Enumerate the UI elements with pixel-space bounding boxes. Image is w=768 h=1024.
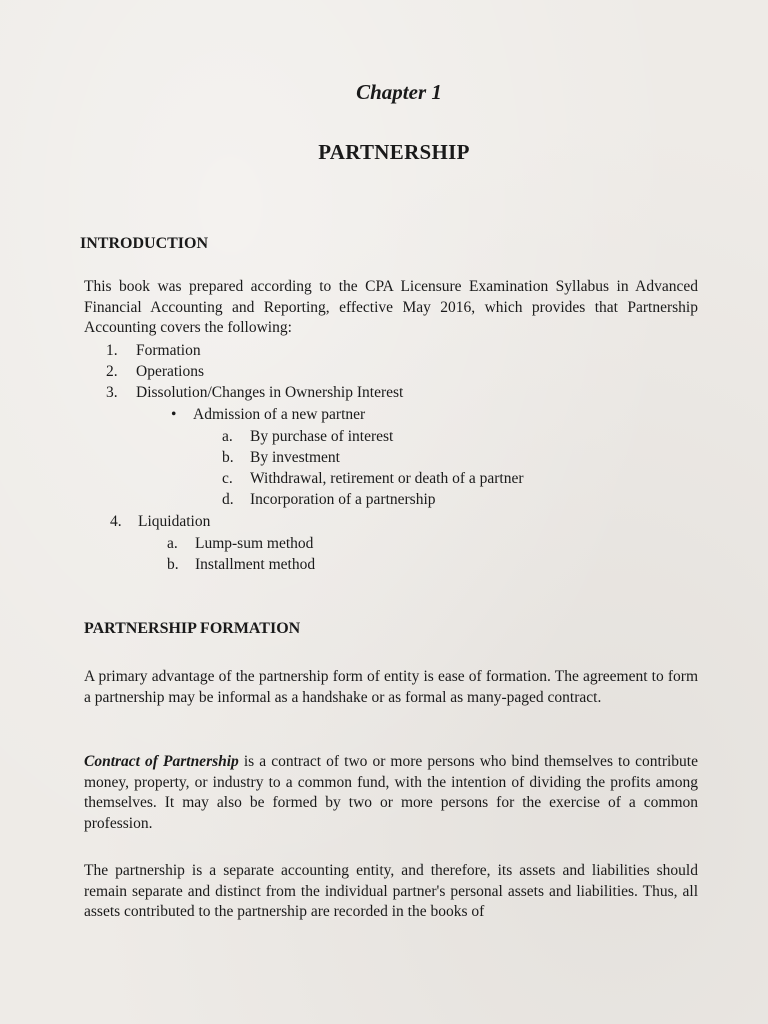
list-item: • Admission of a new partner	[171, 406, 366, 423]
list-item: 3. Dissolution/Changes in Ownership Interest	[106, 384, 404, 401]
page-title: PARTNERSHIP	[318, 140, 470, 164]
contract-definition: is a contract of two or more persons who bind themselves to contribute money, property, or industry to a common fund, with the intention of dividing the profits among themselves. It may also be formed by two or more persons for the exercise of a common profession.	[84, 753, 698, 832]
entity-paragraph: The partnership is a separate accounting entity, and therefore, its assets and liabilities should remain separate and distinct from the individual partner's personal assets and liabilities. Thus, all assets contributed to the partnership are recorded in the books of	[84, 862, 698, 920]
list-item: b. Installment method	[167, 556, 316, 573]
introduction-paragraph: This book was prepared according to the CPA Licensure Examination Syllabus in Advanced Financial Accounting and Reporting, effective May 2016, which provides that Partnership Accounting covers the following:	[84, 278, 698, 336]
chapter-label: Chapter 1	[356, 80, 442, 104]
formation-paragraph: A primary advantage of the partnership form of entity is ease of formation. The agreement to form a partnership may be informal as a handshake or as formal as many-paged contract.	[84, 668, 698, 706]
contract-paragraph	[84, 752, 698, 834]
list-item: a. By purchase of interest	[222, 428, 394, 445]
list-item: a. Lump-sum method	[167, 535, 314, 552]
list-item: 4. Liquidation	[110, 513, 211, 530]
list-item: c. Withdrawal, retirement or death of a partner	[222, 470, 524, 487]
formation-heading: PARTNERSHIP FORMATION	[84, 620, 301, 637]
list-item: b. By investment	[222, 449, 340, 466]
list-item: d. Incorporation of a partnership	[222, 491, 436, 508]
introduction-heading: INTRODUCTION	[80, 235, 209, 252]
list-item: 2. Operations	[106, 363, 205, 380]
list-item: 1. Formation	[106, 342, 201, 359]
contract-term: Contract of Partnership	[84, 753, 239, 770]
